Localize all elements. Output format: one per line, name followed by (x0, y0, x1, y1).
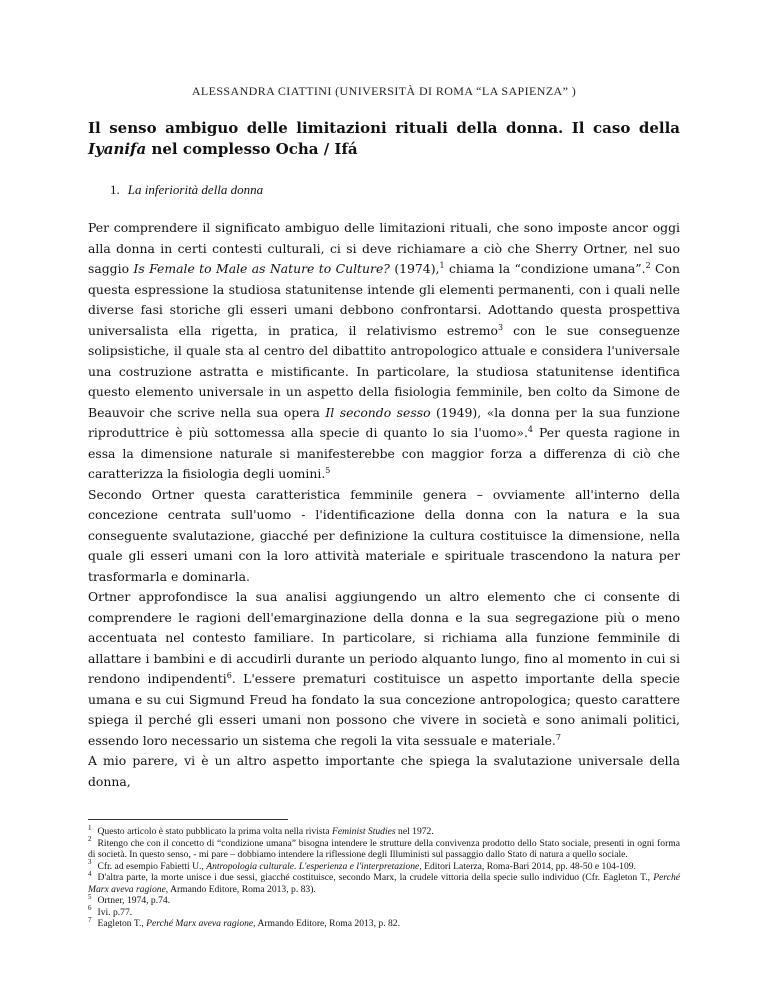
title-text-end: nel complesso Ocha / Ifá (146, 140, 358, 158)
title-text: Il senso ambiguo delle limitazioni rituali della donna. Il caso della (88, 119, 680, 137)
footnote-ref[interactable]: 6 (226, 670, 232, 680)
footnote-text: Cfr. ad esempio Fabietti U., (97, 860, 207, 872)
footnote-text: , Armando Editore, Roma 2013, p. 83). (165, 883, 316, 895)
footnote-number: 1 (88, 823, 92, 832)
article-title (88, 118, 680, 160)
footnote-number: 6 (88, 904, 92, 913)
footnote (88, 869, 680, 895)
footnote-text: Ritengo che con il concetto di “condizione umana” bisogna intendere le strutture della convivenza prodotto dello Stato sociale, presenti in ogni forma di società. In questo senso, - mi pare – dobbiamo intendere la riflessione degli Illuministi sul passaggio dallo Stato di natura a quello sociale. (88, 837, 680, 860)
paragraph: Secondo Ortner questa caratteristica femminile genera – ovviamente all'interno della concezione centrata sull'uomo - l'identificazione della donna con la natura e la sua conseguente svalutazione, giacché per definizione la cultura costituisce la dimensione, nella quale gli esseri umani con la loro attività materiale e spirituale trascendono la natura per trasformarla e dominarla. (88, 486, 680, 584)
footnote-ref[interactable]: 1 (439, 260, 445, 270)
paragraph (88, 587, 680, 751)
footnotes (88, 823, 680, 930)
footnote-text: D'altra parte, la morte unisce i due sessi, giacché costituisce, secondo Marx, la crudele vittoria della specie sullo individuo (Cfr. Eagleton T., (97, 872, 654, 883)
footnote-ref[interactable]: 3 (497, 322, 504, 332)
footnote-ref[interactable]: 7 (555, 732, 561, 742)
footnote-text: , Armando Editore, Roma 2013, p. 82. (253, 918, 400, 929)
text-run: Per questa ragione in essa la dimensione naturale si manifesterebbe con maggior forza a differenza di ciò che caratterizza la fisiologia degli uomini. (88, 425, 680, 481)
section-label: La inferiorità della donna (127, 182, 264, 197)
footnote-text: Ivi. p.77. (97, 906, 133, 918)
text-run: Ortner approfondisce la sua analisi aggiungendo un altro elemento che ci consente di comprendere le ragioni dell'emarginazione della donna e la sua segregazione più o meno accentuata nel contesto familiare. In particolare, si richiama alla funzione femminile di allattare i bambini e di accudirli durante un periodo alquanto lungo, fino al momento in cui si rendono indipendenti (88, 589, 680, 686)
footnote-text: Eagleton T., (97, 918, 147, 929)
footnote (88, 915, 680, 930)
body-text (88, 218, 680, 792)
footnote (88, 858, 680, 873)
title-italic: Iyanifa (88, 140, 147, 158)
footnote-italic: Perché Marx aveva ragione (146, 918, 254, 929)
footnote-ref[interactable]: 5 (325, 465, 331, 475)
italic-run: Is Female to Male as Nature to Culture? (133, 261, 390, 276)
section-heading (110, 182, 263, 198)
footnote (88, 904, 680, 919)
footnote-number: 2 (88, 835, 92, 844)
footnote-text: , Editori Laterza, Roma-Bari 2014, pp. 48-50 e 104-109. (419, 860, 636, 872)
footnote-italic: Perché Marx aveva ragione (88, 872, 680, 895)
footnote-number: 7 (88, 915, 92, 924)
text-run: . L'essere prematuri costituisce un aspetto importante della specie umana e su cui Sigmund Freud ha fondato la sua concezione antropologica; questo carattere spiega il perché gli esseri umani non possono che vivere in società e sono animali politici, essendo loro necessario un sistema che regoli la vita sessuale e materiale. (88, 671, 680, 748)
footnote (88, 892, 680, 907)
italic-run: Il secondo sesso (325, 404, 431, 420)
section-number: 1. (110, 182, 120, 197)
footnote-number: 3 (88, 858, 92, 867)
footnote-ref[interactable]: 2 (645, 260, 651, 270)
author-line: ALESSANDRA CIATTINI (UNIVERSITÀ DI ROMA “LA SAPIENZA” ) (191, 84, 577, 98)
footnote-ref[interactable]: 4 (527, 424, 533, 434)
footnote-divider (88, 819, 288, 820)
paragraph: A mio parere, vi è un altro aspetto importante che spiega la svalutazione universale della donna, (88, 753, 680, 789)
footnote (88, 823, 680, 838)
footnote-italic: Feminist Studies (331, 826, 396, 837)
footnote-text: Ortner, 1974, p.74. (97, 895, 171, 906)
text-run: (1974), (389, 261, 440, 276)
footnote-number: 4 (88, 869, 92, 878)
footnote (88, 835, 680, 861)
footnote-number: 5 (88, 892, 92, 901)
footnote-text: Questo articolo è stato pubblicato la prima volta nella rivista (97, 826, 332, 837)
text-run: Per comprendere il significato ambiguo delle limitazioni rituali, che sono imposte ancor oggi alla donna in certi contesti culturali, ci si deve richiamare a ciò che Sherry Ortner, nel suo saggio (88, 220, 680, 276)
text-run: Con questa espressione la studiosa statunitense intende gli elementi permanenti, con i quali nelle diverse fasi storiche gli esseri umani debbono confrontarsi. Adottando questa prospettiva universalista ella rigetta, in pratica, il relativismo estremo (88, 261, 680, 338)
footnote-text: nel 1972. (395, 826, 434, 837)
text-run: con le sue conseguenze solipsistiche, il quale sta al centro del dibattito antropologico attuale e considera l'universale una costruzione astratta e mistificante. In particolare, la studiosa statunitense identifica questo elemento universale in un aspetto della fisiologia femminile, ben colto da Simone de Beauvoir che scrive nella sua opera (88, 322, 680, 420)
text-run: chiama la “condizione umana”. (444, 261, 646, 276)
paragraph (88, 218, 680, 485)
text-run: (1949), «la donna per la sua funzione riproduttrice è più sottomessa alla specie di quanto lo sia l'uomo». (88, 404, 680, 440)
footnote-italic: Antropologia culturale. L'esperienza e l'interpretazione (206, 860, 420, 872)
